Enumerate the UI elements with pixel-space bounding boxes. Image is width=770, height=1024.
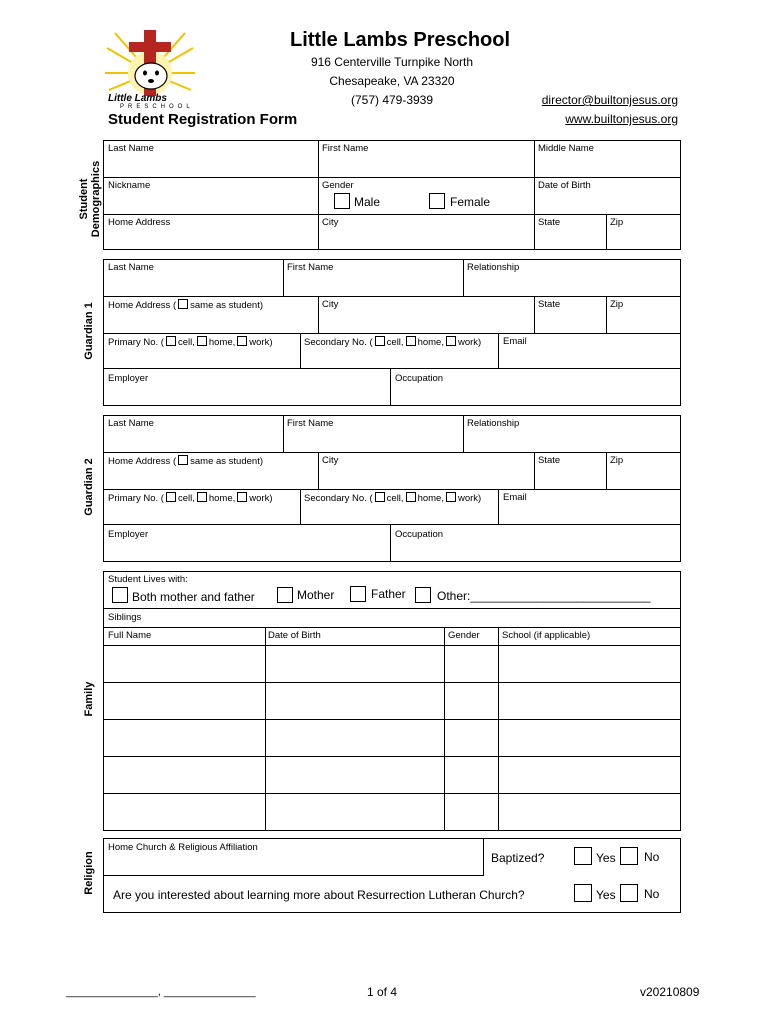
g1-secondary-home-checkbox[interactable]: [406, 336, 416, 346]
sibling-gender-field[interactable]: [444, 719, 499, 757]
g1-relationship-label: Relationship: [467, 262, 520, 273]
baptized-yes-checkbox[interactable]: [574, 847, 592, 865]
g2-primary-work-checkbox[interactable]: [237, 492, 247, 502]
baptized-no-checkbox[interactable]: [620, 847, 638, 865]
g1-primary-phone-label: [108, 336, 273, 348]
address-line2: Chesapeake, VA 23320: [329, 74, 455, 88]
sibling-name-field[interactable]: [103, 756, 266, 794]
g2-primary-home-checkbox[interactable]: [197, 492, 207, 502]
g1-primary-home-label: home,: [208, 337, 236, 348]
form-title: Student Registration Form: [108, 111, 298, 128]
interest-no-checkbox[interactable]: [620, 884, 638, 902]
g2-home-address-label: [108, 455, 263, 467]
interest-yes-label: Yes: [596, 888, 616, 902]
siblings-label: Siblings: [108, 612, 142, 623]
g2-secondary-cell-checkbox[interactable]: [375, 492, 385, 502]
g2-same-as-student-checkbox[interactable]: [178, 455, 188, 465]
g2-primary-phone-label: [108, 492, 273, 504]
g2-occupation-label: Occupation: [395, 529, 444, 540]
sibling-name-field[interactable]: [103, 719, 266, 757]
g2-secondary-work-label: work): [457, 493, 482, 504]
g2-state-label: State: [538, 455, 561, 466]
sibling-school-field[interactable]: [498, 756, 681, 794]
sibling-school-field[interactable]: [498, 719, 681, 757]
school-name: Little Lambs Preschool: [290, 29, 511, 51]
email-link[interactable]: director@builtonjesus.org: [541, 93, 678, 107]
g2-city-field[interactable]: [318, 452, 535, 490]
mother-checkbox[interactable]: [277, 587, 293, 603]
interest-yes-checkbox[interactable]: [574, 884, 592, 902]
other-label[interactable]: Other:___________________________: [437, 589, 651, 603]
logo-subtext: PRESCHOOL: [120, 104, 194, 110]
sibling-school-field[interactable]: [498, 645, 681, 683]
g1-secondary-cell-checkbox[interactable]: [375, 336, 385, 346]
g2-relationship-label: Relationship: [467, 418, 520, 429]
section-label-student-text: Student Demographics: [78, 160, 102, 238]
g2-primary-cell-label: cell,: [177, 493, 195, 504]
phone: (757) 479-3939: [350, 93, 434, 107]
g2-secondary-home-label: home,: [417, 493, 444, 504]
section-label-religion: Religion: [83, 851, 95, 895]
section-label-guardian1: Guardian 1: [83, 302, 95, 360]
logo-text: Little Lambs: [108, 93, 167, 104]
g1-home-address-pre: Home Address (: [108, 300, 177, 311]
section-label-guardian2: Guardian 2: [83, 458, 95, 516]
g1-home-address-label: [108, 299, 263, 311]
student-state-label: State: [538, 217, 561, 228]
g1-primary-work-checkbox[interactable]: [237, 336, 247, 346]
both-parents-label: Both mother and father: [132, 590, 255, 604]
sibling-gender-field[interactable]: [444, 645, 499, 683]
g1-zip-label: Zip: [610, 299, 624, 310]
lives-with-label: Student Lives with:: [108, 574, 188, 585]
g2-employer-label: Employer: [108, 529, 149, 540]
g2-city-label: City: [322, 455, 339, 466]
sibling-dob-field[interactable]: [265, 793, 445, 831]
g1-last-name-label: Last Name: [108, 262, 154, 273]
sibling-dob-field[interactable]: [265, 682, 445, 720]
both-parents-checkbox[interactable]: [112, 587, 128, 603]
version-label: v20210809: [640, 985, 700, 999]
female-checkbox[interactable]: [429, 193, 445, 209]
father-label: Father: [371, 587, 406, 601]
section-label-family: Family: [83, 681, 95, 717]
g1-primary-cell-label: cell,: [177, 337, 195, 348]
home-church-label: Home Church & Religious Affiliation: [108, 842, 258, 853]
page-number: 1 of 4: [367, 985, 398, 999]
sibling-header-divider: [444, 627, 445, 646]
baptized-yes-label: Yes: [596, 851, 616, 865]
g1-email-label: Email: [503, 336, 527, 347]
g2-primary-cell-checkbox[interactable]: [166, 492, 176, 502]
website-link[interactable]: www.builtonjesus.org: [565, 112, 678, 126]
sibling-gender-field[interactable]: [444, 756, 499, 794]
student-zip-label: Zip: [610, 217, 624, 228]
g1-primary-cell-checkbox[interactable]: [166, 336, 176, 346]
interest-question: Are you interested about learning more about Resurrection Lutheran Church?: [113, 888, 525, 902]
g1-same-as-student-label: same as student): [190, 300, 263, 311]
address-line1: 916 Centerville Turnpike North: [310, 55, 474, 69]
g2-secondary-work-checkbox[interactable]: [446, 492, 456, 502]
g1-primary-work-label: work): [249, 337, 273, 348]
g1-first-name-label: First Name: [287, 262, 334, 273]
sibling-school-field[interactable]: [498, 682, 681, 720]
g2-last-name-label: Last Name: [108, 418, 154, 429]
mother-label: Mother: [297, 588, 335, 602]
sibling-dob-field[interactable]: [265, 645, 445, 683]
interest-no-label: No: [644, 887, 660, 901]
g2-primary-pre: Primary No. (: [108, 493, 164, 504]
sibling-dob-field[interactable]: [265, 756, 445, 794]
g1-same-as-student-checkbox[interactable]: [178, 299, 188, 309]
g1-secondary-phone-label: [304, 336, 481, 348]
g1-city-label: City: [322, 299, 339, 310]
g1-secondary-home-label: home,: [417, 337, 444, 348]
g2-secondary-cell-label: cell,: [386, 493, 404, 504]
g2-email-label: Email: [503, 492, 527, 503]
student-gender-label: Gender: [322, 180, 354, 191]
student-city-field[interactable]: [318, 214, 535, 250]
student-middle-name-label: Middle Name: [538, 143, 594, 154]
section-label-student: [78, 154, 104, 244]
female-label: Female: [450, 195, 491, 209]
g1-primary-pre: Primary No. (: [108, 337, 164, 348]
g1-secondary-work-label: work): [457, 337, 482, 348]
sibling-gender-field[interactable]: [444, 793, 499, 831]
g1-secondary-pre: Secondary No. (: [304, 337, 373, 348]
male-checkbox[interactable]: [334, 193, 350, 209]
sibling-full-name-header: Full Name: [108, 630, 152, 641]
student-dob-label: Date of Birth: [538, 180, 591, 191]
sibling-name-field[interactable]: [103, 682, 266, 720]
student-home-address-label: Home Address: [108, 217, 171, 228]
g1-secondary-cell-label: cell,: [386, 337, 404, 348]
sibling-gender-header: Gender: [448, 630, 480, 641]
sibling-school-header: School (if applicable): [502, 630, 591, 641]
g2-secondary-phone-label: [304, 492, 481, 504]
g2-primary-home-label: home,: [208, 493, 236, 504]
sibling-header-divider: [265, 627, 266, 646]
sibling-name-field[interactable]: [103, 645, 266, 683]
g1-state-label: State: [538, 299, 561, 310]
father-checkbox[interactable]: [350, 586, 366, 602]
g2-secondary-pre: Secondary No. (: [304, 493, 373, 504]
g1-occupation-label: Occupation: [395, 373, 444, 384]
sibling-school-field[interactable]: [498, 793, 681, 831]
g1-primary-home-checkbox[interactable]: [197, 336, 207, 346]
male-label: Male: [354, 195, 381, 209]
student-last-name-label: Last Name: [108, 143, 154, 154]
g2-zip-label: Zip: [610, 455, 624, 466]
sibling-gender-field[interactable]: [444, 682, 499, 720]
baptized-no-label: No: [644, 850, 660, 864]
other-checkbox[interactable]: [415, 587, 431, 603]
g2-first-name-label: First Name: [287, 418, 334, 429]
g1-city-field[interactable]: [318, 296, 535, 334]
sibling-header-divider: [498, 627, 499, 646]
g1-employer-label: Employer: [108, 373, 149, 384]
g1-secondary-work-checkbox[interactable]: [446, 336, 456, 346]
student-city-label: City: [322, 217, 339, 228]
g2-same-as-student-label: same as student): [190, 456, 263, 467]
g2-home-address-pre: Home Address (: [108, 456, 177, 467]
g2-primary-work-label: work): [249, 493, 273, 504]
sibling-header-rule: [103, 627, 681, 628]
sibling-dob-field[interactable]: [265, 719, 445, 757]
sibling-name-field[interactable]: [103, 793, 266, 831]
baptized-label: Baptized?: [491, 851, 545, 865]
sibling-dob-header: Date of Birth: [268, 630, 321, 641]
initials-line[interactable]: _______________, _______________: [66, 986, 256, 998]
student-first-name-label: First Name: [322, 143, 369, 154]
student-nickname-label: Nickname: [108, 180, 151, 191]
g2-secondary-home-checkbox[interactable]: [406, 492, 416, 502]
